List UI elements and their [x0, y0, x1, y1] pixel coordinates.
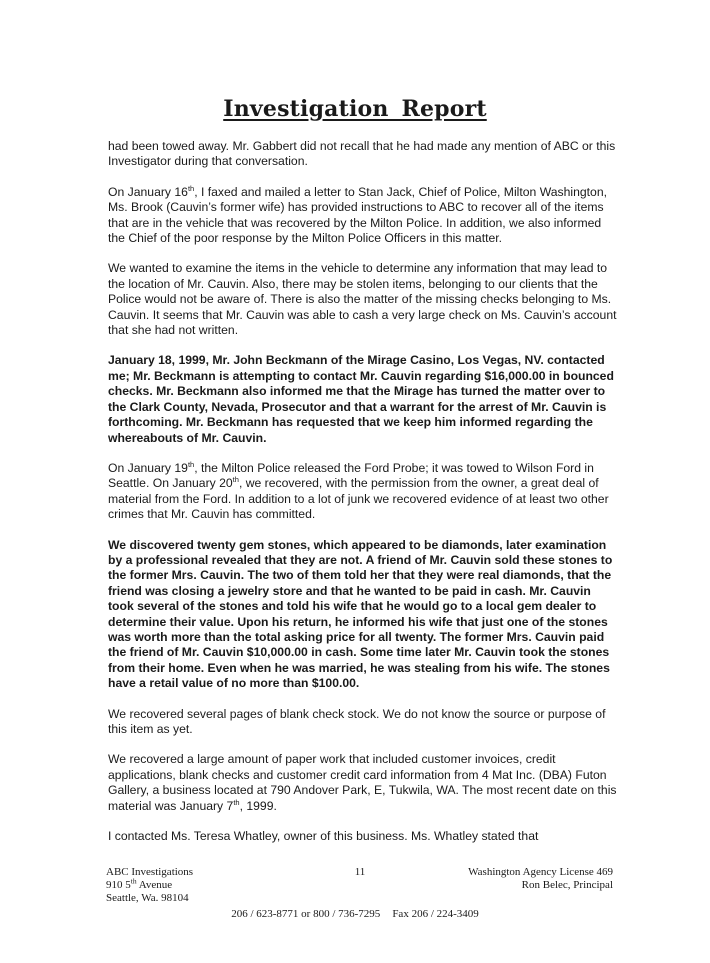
footer-address: 910 5th Avenue: [106, 876, 173, 891]
footer-license-block: [400, 866, 613, 892]
report-paragraph: [108, 752, 618, 814]
footer-company-name: ABC Investigations: [106, 866, 194, 878]
report-paragraph: [108, 829, 618, 844]
ordinal-suffix: th: [187, 459, 195, 469]
report-title: Investigation Report: [223, 96, 487, 122]
paragraph-text: We recovered a large amount of paper work that included customer invoices, credit applications, blank checks and customer credit card information from 4 Mat Inc. (DBA) Futon Gallery, a business located at 790 Andover Park, E, Tukwila, WA. The most recent date on this material was January 7: [108, 752, 617, 813]
footer-company-block: [106, 866, 286, 905]
footer-phone-line: [0, 908, 710, 921]
page-footer: [0, 866, 710, 926]
ordinal-suffix: th: [187, 183, 195, 193]
report-paragraph: [108, 185, 618, 247]
footer-fax: Fax 206 / 224-3409: [392, 908, 479, 920]
page-number: 11: [354, 866, 366, 878]
report-paragraph: [108, 707, 618, 738]
paragraph-text: , we recovered, with the permission from the owner, a great deal of material from the Ford. In addition to a lot of junk we recovered evidence of at least two other crimes that Mr. Cauvin has committed.: [108, 476, 609, 522]
paragraph-text: January 18, 1999, Mr. John Beckmann of the Mirage Casino, Los Vegas, NV. contacted me; Mr. Beckmann is attempting to contact Mr. Cauvin regarding $16,000.00 in bounced checks. Mr. Beckmann also informed me that the Mirage has turned the matter over to the Clark County, Nevada, Prosecutor and that a warrant for the arrest of Mr. Cauvin is forthcoming. Mr. Beckmann has requested that we keep him informed regarding the whereabouts of Mr. Cauvin.: [108, 353, 614, 445]
report-paragraph: [108, 461, 618, 523]
footer-principal: Ron Belec, Principal: [521, 879, 613, 891]
paragraph-text: We recovered several pages of blank check stock. We do not know the source or purpose of this item as yet.: [108, 706, 606, 736]
paragraph-text: , I faxed and mailed a letter to Stan Jack, Chief of Police, Milton Washington, Ms. Brook (Cauvin’s former wife) has provided instructions to ABC to recover all of the items that are in the vehicle that was recovered by the Milton Police. In addition, we also informed the Chief of the poor response by the Milton Police Officers in this matter.: [108, 184, 607, 246]
report-body: [108, 139, 618, 859]
ordinal-suffix: th: [232, 475, 239, 485]
footer-phone: 206 / 623-8771 or 800 / 736-7295: [231, 908, 381, 920]
paragraph-text: , 1999.: [239, 798, 277, 813]
ordinal-suffix: th: [233, 797, 240, 807]
paragraph-text: We discovered twenty gem stones, which appeared to be diamonds, later examination by a professional revealed that they are not. A friend of Mr. Cauvin sold these stones to the former Mrs. Cauvin. The two of them told her that they were real diamonds, that the friend was closing a jewelry store and that he wanted to be paid in cash. Mr. Cauvin took several of the stones and told his wife that he would go to a local gem dealer to determine their value. Upon his return, he informed his wife that just one of the stones was worth more than the total asking price for all twenty. The former Mrs. Cauvin paid the friend of Mr. Cauvin $10,000.00 in cash. Some time later Mr. Cauvin took the stones from their home. Even when he was married, he was stealing from his wife. The stones have a retail value of no more than $100.00.: [108, 537, 613, 691]
report-paragraph: [108, 353, 618, 445]
paragraph-text: , the Milton Police released the Ford Probe; it was towed to Wilson Ford in Seattle. On January 20: [108, 460, 594, 491]
paragraph-text: I contacted Ms. Teresa Whatley, owner of this business. Ms. Whatley stated that: [108, 829, 539, 844]
footer-city: Seattle, Wa. 98104: [106, 892, 189, 904]
report-paragraph: [108, 261, 618, 338]
paragraph-text: We wanted to examine the items in the vehicle to determine any information that may lead to the location of Mr. Cauvin. Also, there may be stolen items, belonging to our clients that the Police would not be aware of. There is also the matter of the missing checks belonging to Ms. Cauvin. It seems that Mr. Cauvin was able to cash a very large check on Ms. Cauvin’s account that she had not written.: [108, 261, 617, 338]
report-paragraph: [108, 538, 618, 692]
footer-license: Washington Agency License 469: [468, 866, 613, 878]
paragraph-text: had been towed away. Mr. Gabbert did not recall that he had made any mention of ABC or this Investigator during that conversation.: [108, 139, 616, 169]
paragraph-text: On January 19: [108, 460, 188, 475]
paragraph-text: On January 16: [108, 184, 188, 199]
report-paragraph: [108, 139, 618, 170]
